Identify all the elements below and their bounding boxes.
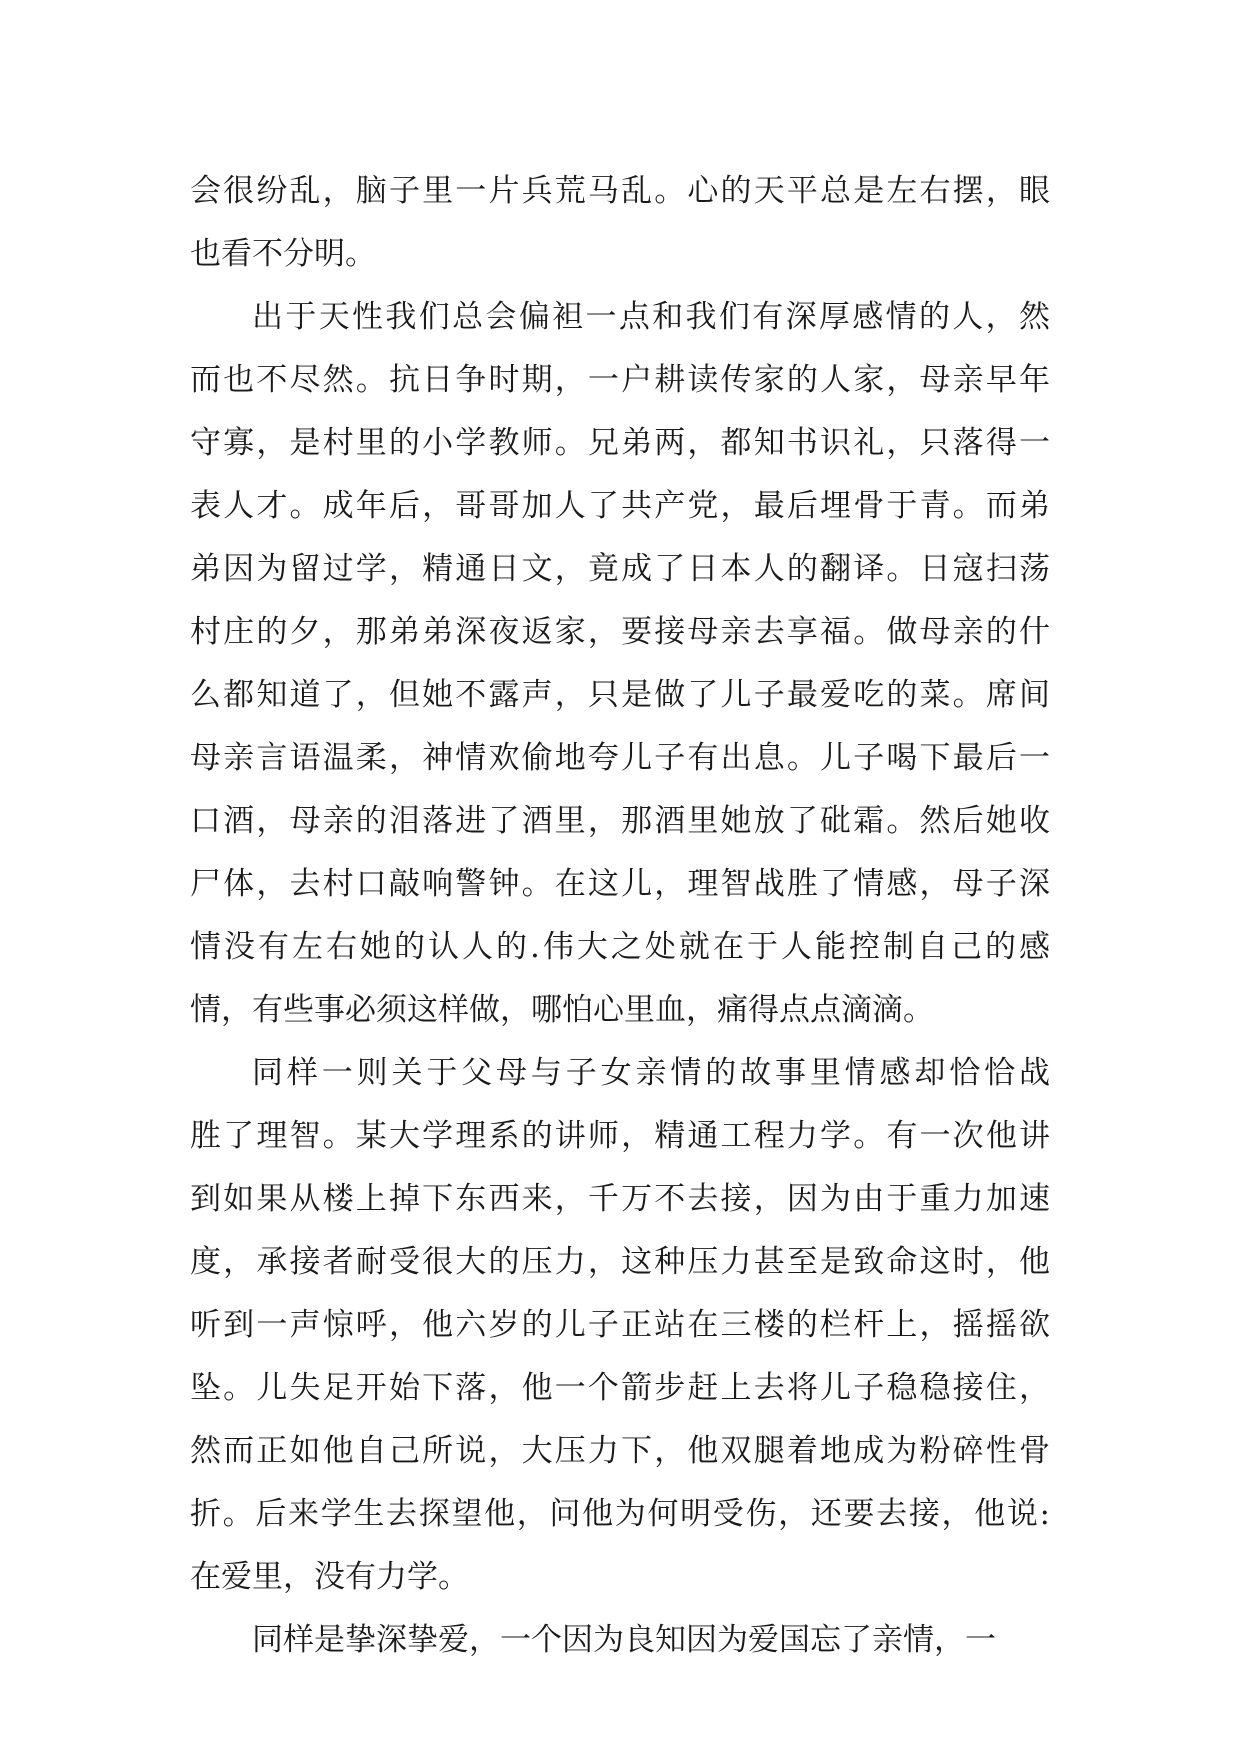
paragraph — [190, 286, 1050, 1042]
text-line: 会很纷乱，脑子里一片兵荒马乱。心的天平总是左右摆，眼 — [190, 173, 1050, 209]
text-line: 出于天性我们总会偏袒一点和我们有深厚感情的人，然 — [252, 299, 1050, 335]
text-line: 坠。儿失足开始下落，他一个箭步赶上去将儿子稳稳接住， — [190, 1370, 1050, 1406]
text-line: 听到一声惊呼，他六岁的儿子正站在三楼的栏杆上，摇摇欲 — [190, 1307, 1050, 1343]
text-line: 情，有些事必须这样做，哪怕心里血，痛得点点滴滴。 — [190, 992, 934, 1028]
text-line: 口酒，母亲的泪落进了酒里，那酒里她放了砒霜。然后她收 — [190, 803, 1050, 839]
text-line: 然而正如他自己所说，大压力下，他双腿着地成为粉碎性骨 — [190, 1433, 1050, 1469]
paragraph — [190, 160, 1050, 286]
text-line: 弟因为留过学，精通日文，竟成了日本人的翻译。日寇扫荡 — [190, 551, 1050, 587]
text-line: 母亲言语温柔，神情欢偷地夸儿子有出息。儿子喝下最后一 — [190, 740, 1050, 776]
text-line: 情没有左右她的认人的.伟大之处就在于人能控制自己的感 — [190, 929, 1050, 965]
text-line: 到如果从楼上掉下东西来，千万不去接，因为由于重力加速 — [190, 1181, 1050, 1217]
text-line: 胜了理智。某大学理系的讲师，精通工程力学。有一次他讲 — [190, 1118, 1050, 1154]
text-line: 在爱里，没有力学。 — [190, 1559, 469, 1595]
text-line: 而也不尽然。抗日争时期，一户耕读传家的人家，母亲早年 — [190, 362, 1050, 398]
paragraph — [190, 1042, 1050, 1609]
text-line: 同样是挚深挚爱，一个因为良知因为爱国忘了亲情，一 — [252, 1622, 996, 1658]
text-line: 么都知道了，但她不露声，只是做了儿子最爱吃的菜。席间 — [190, 677, 1050, 713]
text-line: 表人才。成年后，哥哥加人了共产党，最后埋骨于青。而弟 — [190, 488, 1050, 524]
text-line: 也看不分明。 — [190, 236, 376, 272]
text-line: 折。后来学生去探望他，问他为何明受伤，还要去接，他说: — [190, 1496, 1050, 1532]
text-line: 守寡，是村里的小学教师。兄弟两，都知书识礼，只落得一 — [190, 425, 1050, 461]
body-text — [190, 160, 1050, 1672]
text-line: 度，承接者耐受很大的压力，这种压力甚至是致命这时，他 — [190, 1244, 1050, 1280]
text-line: 村庄的夕，那弟弟深夜返家，要接母亲去享福。做母亲的什 — [190, 614, 1050, 650]
text-line: 同样一则关于父母与子女亲情的故事里情感却恰恰战 — [252, 1055, 1050, 1091]
paragraph — [190, 1609, 1050, 1672]
text-line: 尸体，去村口敲响警钟。在这儿，理智战胜了情感，母子深 — [190, 866, 1050, 902]
